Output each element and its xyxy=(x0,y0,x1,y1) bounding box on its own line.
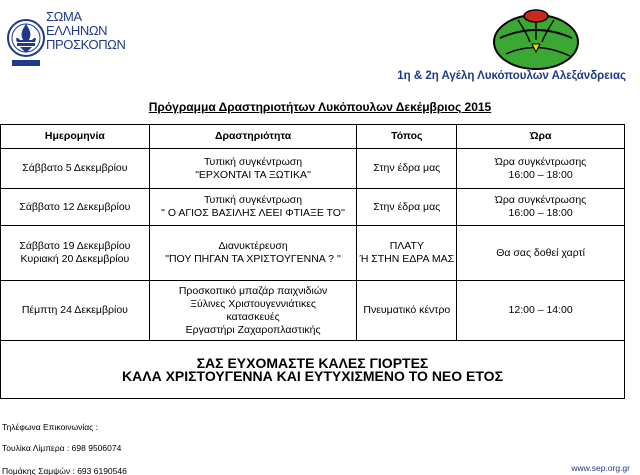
date-cell xyxy=(1,226,150,281)
time-text: 16:00 – 18:00 xyxy=(508,168,573,181)
activity-text: "ΠΟΥ ΠΗΓΑΝ ΤΑ ΧΡΙΣΤΟΥΓΕΝΝΑ ? '' xyxy=(165,253,341,265)
date-text: Κυριακή 20 Δεκεμβρίου xyxy=(20,253,130,265)
website-link[interactable]: www.sep.org.gr xyxy=(571,463,630,473)
fleur-de-lis-icon xyxy=(6,10,46,72)
activity-cell xyxy=(149,189,357,226)
place-cell xyxy=(357,149,457,189)
contacts-header: Τηλέφωνα Επικοινωνίας : xyxy=(2,422,98,432)
table-row xyxy=(1,226,625,281)
place-cell xyxy=(357,281,457,341)
contact-item: Τουλίκα Λίμπερα : 698 9506074 xyxy=(2,443,122,453)
column-header-activity: Δραστηριότητα xyxy=(149,125,357,149)
date-text: Σάββατο 19 Δεκεμβρίου xyxy=(19,240,131,252)
place-text: ΠΛΑΤΥ xyxy=(389,240,424,252)
place-text: Πνευματικό κέντρο xyxy=(363,304,451,316)
date-text: Πέμπτη 24 Δεκεμβρίου xyxy=(21,304,128,316)
cub-cap-logo xyxy=(486,2,586,72)
time-text: Ώρα συγκέντρωσης xyxy=(495,155,587,168)
place-text: Στην έδρα μας xyxy=(373,200,441,213)
column-header-place: Τόπος xyxy=(357,125,457,149)
activity-text: Τυπική συγκέντρωση xyxy=(204,155,303,168)
cub-cap-icon xyxy=(486,2,586,72)
wishes-cell xyxy=(1,341,625,399)
place-text: Στην έδρα μας xyxy=(373,162,441,174)
activity-cell xyxy=(149,149,357,189)
activity-cell xyxy=(149,226,357,281)
org-name-line: ΣΩΜΑ xyxy=(46,9,82,24)
activity-text: Εργαστήρι Ζαχαροπλαστικής xyxy=(185,323,321,336)
date-cell xyxy=(1,149,150,189)
contact-item: Πομάκης Σαμψών : 693 6190546 xyxy=(2,466,127,475)
table-row xyxy=(1,149,625,189)
activity-cell xyxy=(149,281,357,341)
time-cell xyxy=(457,149,625,189)
time-text: Ώρα συγκέντρωσης xyxy=(495,194,587,206)
activity-text: " Ο ΑΓΙΟΣ ΒΑΣΙΛΗΣ ΛΕΕΙ ΦΤΙΑΞΕ ΤΟ'' xyxy=(161,207,345,219)
org-name xyxy=(46,9,126,52)
scouts-logo xyxy=(4,4,126,104)
wishes-row xyxy=(1,341,625,399)
column-header-date: Ημερομηνία xyxy=(1,125,150,149)
wishes-text: ΚΑΛΑ ΧΡΙΣΤΟΥΓΕΝΝΑ ΚΑΙ ΕΥΤΥΧΙΣΜΕΝΟ ΤΟ ΝΕΟ ΕΤΟΣ xyxy=(122,367,503,384)
schedule-table xyxy=(0,124,625,399)
date-text: Σάββατο 5 Δεκεμβρίου xyxy=(22,162,128,174)
org-name-line: ΠΡΟΣΚΟΠΩΝ xyxy=(46,37,126,52)
activity-text: "ΕΡΧΟΝΤΑΙ ΤΑ ΞΩΤΙΚΑ'' xyxy=(195,168,311,181)
contacts-block xyxy=(2,422,127,475)
date-cell xyxy=(1,189,150,226)
date-cell xyxy=(1,281,150,341)
activity-text: Τυπική συγκέντρωση xyxy=(204,194,303,206)
table-row xyxy=(1,189,625,226)
activity-text: Προσκοπικό μπαζάρ παιχνιδιών xyxy=(178,284,328,297)
time-text: 12:00 – 14:00 xyxy=(508,304,573,316)
activity-text: Διανυκτέρευση xyxy=(218,240,288,252)
activity-text: Ξύλινες Χριστουγεννιάτικες xyxy=(190,297,316,310)
org-name-line: ΕΛΛΗΝΩΝ xyxy=(46,23,108,38)
place-text: Ή ΣΤΗΝ ΕΔΡΑ ΜΑΣ xyxy=(359,253,455,265)
table-row xyxy=(1,281,625,341)
column-header-time: Ώρα xyxy=(457,125,625,149)
activity-text: κατασκευές xyxy=(226,310,280,323)
place-cell xyxy=(357,189,457,226)
page-title: Πρόγραμμα Δραστηριοτήτων Λυκόπουλων Δεκέμβριος 2015 xyxy=(148,100,492,114)
time-cell xyxy=(457,189,625,226)
time-text: Θα σας δοθεί χαρτί xyxy=(496,246,585,259)
time-text: 16:00 – 18:00 xyxy=(508,207,573,219)
time-cell xyxy=(457,226,625,281)
pack-subtitle: 1η & 2η Αγέλη Λυκόπουλων Αλεξάνδρειας xyxy=(397,70,626,82)
time-cell xyxy=(457,281,625,341)
wishes-text: ΣΑΣ ΕΥΧΟΜΑΣΤΕ ΚΑΛΕΣ ΓΙΟΡΤΕΣ xyxy=(196,354,429,371)
date-text: Σάββατο 12 Δεκεμβρίου xyxy=(19,200,131,213)
place-cell xyxy=(357,226,457,281)
table-header-row xyxy=(1,125,625,149)
